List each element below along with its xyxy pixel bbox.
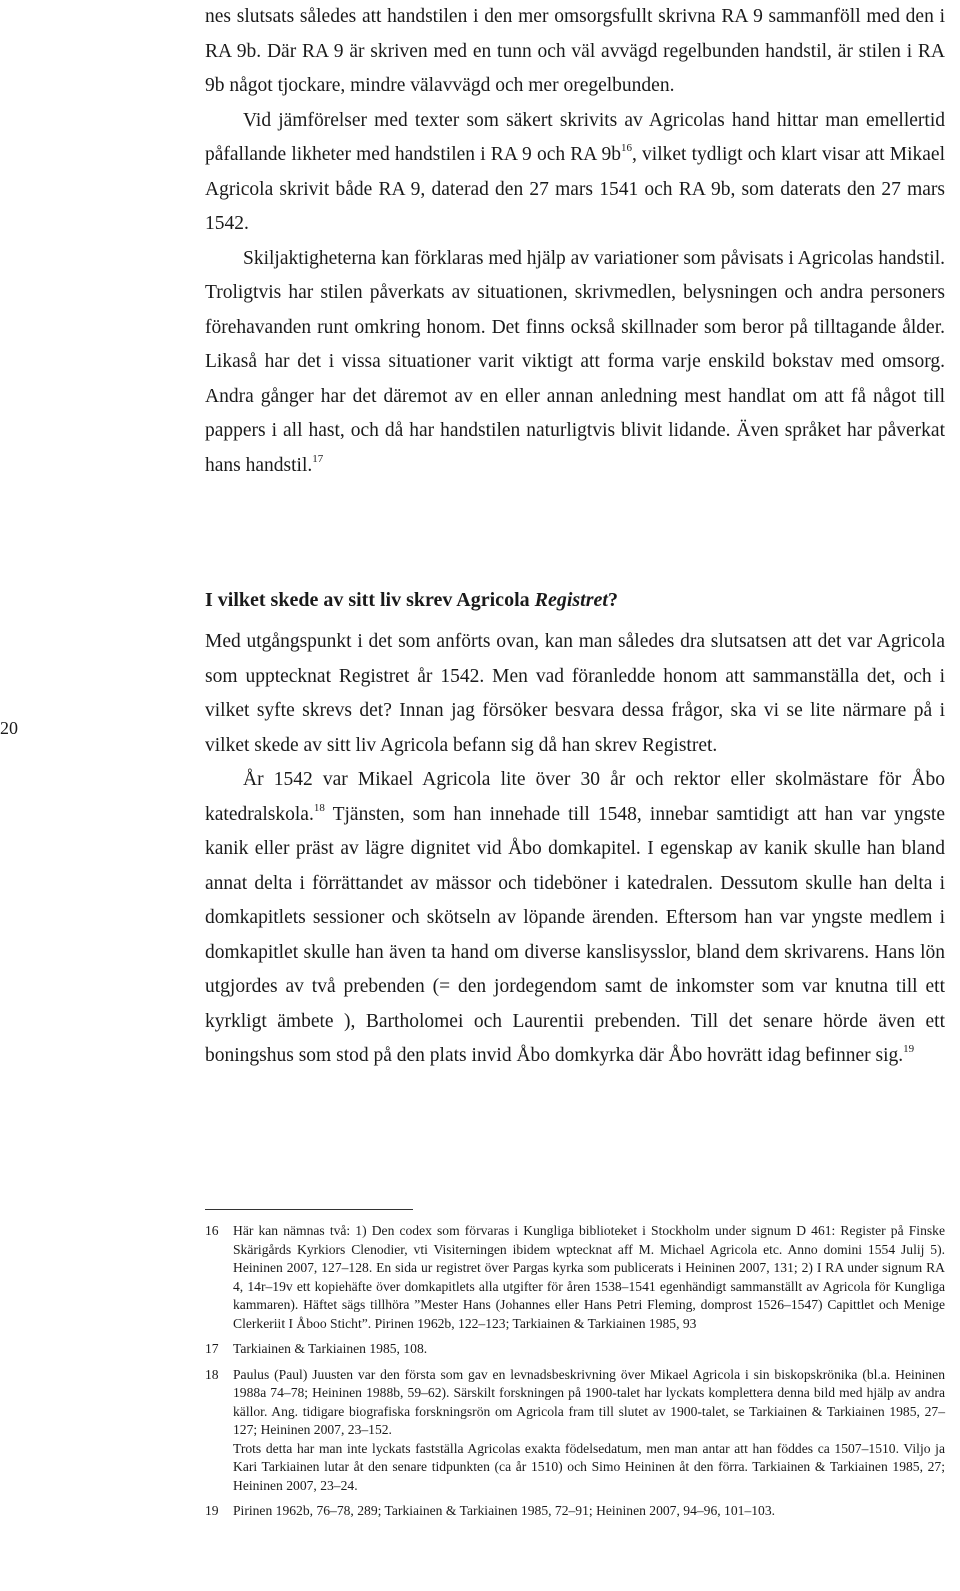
footnote-number: 18 [205, 1366, 219, 1382]
heading-end: ? [607, 589, 618, 611]
paragraph [205, 763, 945, 1074]
footnote-text: Tarkiainen & Tarkiainen 1985, 108. [233, 1341, 428, 1356]
footnote-text: Här kan nämnas två: 1) Den codex som förvaras i Kungliga biblioteket i Stockholm under signum D 461: Register på Finske Skärigårds Kyrkiors Clenodier, vti Visiterningen ibidem wptecknat aff M. Michael Agricola etc. Anno domini 1554 Julij 5). Heininen 2007, 127–128. En sida ur registret över Pargas kyrka som publicerats i Heininen 2007, 131; 2) I RA under signum RA 4, 14r–19v ett kopiehäfte över domkapitlets alla utgifter för åren 1538–1541 egenhändigt sammanställt av Agricola för Kungliga kammaren). Häftet sägs tillhöra ”Mester Hans (Johannes eller Hans Petri Fleming, domprost 1526–1547) Capittlet och Menige Clerkeriit I Åboo Sticht”. Pirinen 1962b, 122–123; Tarkiainen & Tarkiainen 1985, 93 [233, 1223, 945, 1331]
footnote-16 [205, 1222, 945, 1333]
footnote-text: Pirinen 1962b, 76–78, 289; Tarkiainen & Tarkiainen 1985, 72–91; Heininen 2007, 94–96, 101–103. [233, 1503, 776, 1518]
page-number: 20 [0, 718, 18, 738]
body-text-block-2 [205, 625, 945, 1074]
footnote-ref-16[interactable]: 16 [620, 142, 632, 154]
heading-italic: Registret [534, 589, 608, 611]
paragraph-text: Tjänsten, som han innehade till 1548, innebar samtidigt att han var yngste kanik eller präst av lägre dignitet vid Åbo domkapitel. I egenskap av kanik skulle han bland annat delta i förrättandet av mässor och tideböner i katedralen. Dessutom skulle han delta i domkapitlets sessioner och skötseln av löpande ärenden. Eftersom han var yngste medlem i domkapitlet skulle han även ta hand om diverse kanslisysslor, bland dem skrivarens. Hans lön utgjordes av två prebenden (= den jordegendom samt de inkomster som var knutna till ett kyrkligt ämbete ), Bartholomei och Laurentii prebenden. Till det senare hörde även ett boningshus som stod på den plats invid Åbo domkyrka där Åbo hovrätt idag befinner sig. [205, 803, 945, 1066]
paragraph-text: Vid jämförelser med texter som säkert skrivits av Agricolas hand hittar man emellertid påfallande likheter med handstilen i RA 9 och RA 9b [205, 109, 945, 165]
paragraph [205, 242, 945, 484]
body-text-block-1 [205, 0, 945, 483]
paragraph: nes slutsats således att handstilen i den mer omsorgsfullt skrivna RA 9 sammanföll med den i RA 9b. Där RA 9 är skriven med en tunn och väl avvägd regelbunden handstil, är stilen i RA 9b något tjockare, mindre välavvägd och mer oregelbunden. [205, 6, 945, 96]
paragraph-text: Skiljaktigheterna kan förklaras med hjälp av variationer som påvisats i Agricolas handstil. Troligtvis har stilen påverkats av situationen, skrivmedlen, belysningen och andra personers förehavanden runt omkring honom. Det finns också skillnader som beror på tilltagande ålder. Likaså har det i vissa situationer varit viktigt att forma varje enskild bokstav med omsorg. Andra gånger har det däremot av en eller annan anledning mest handlat om att få något till pappers i all hast, och då har handstilen naturligtvis blivit lidande. Även språket har påverkat hans handstil. [205, 247, 945, 476]
footnote-number: 17 [205, 1341, 219, 1356]
footnote-ref-17[interactable]: 17 [312, 452, 324, 465]
heading-text: I vilket skede av sitt liv skrev Agricola [205, 589, 535, 611]
footnote-ref-19[interactable]: 19 [903, 1043, 915, 1055]
paragraph: Med utgångspunkt i det som anförts ovan, kan man således dra slutsatsen att det var Agricola som upptecknat Registret år 1542. Men vad föranledde honom att sammanställa det, och i vilket syfte skrevs det? Innan jag försöker besvara dessa frågor, ska vi se lite närmare på i vilket skede av sitt liv Agricola befann sig då han skrev Registret. [205, 631, 945, 756]
footnote-17 [205, 1340, 945, 1359]
section-heading [205, 584, 945, 616]
paragraph-text: , vilket tydligt och klart visar att Mikael Agricola skrivit både RA 9, daterad den 27 mars 1541 och RA 9b, som daterats den 27 mars 1542. [205, 144, 945, 234]
footnote-ref-18[interactable]: 18 [313, 801, 325, 814]
footnote-text: Paulus (Paul) Juusten var den första som gav en levnadsbeskrivning över Mikael Agricola i sin biskopskrönika (bl.a. Heininen 1988a 74–78; Heininen 1988b, 59–62). Särskilt forskningen på 1900-talet har lyckats komplettera denna bild med hjälp av andra källor. Ang. tidigare biografiska forskningsrön om Agricola fram till slutet av 1900-talet, se Tarkiainen & Tarkiainen 1985, 27–127; Heininen 2007, 23–152. [233, 1366, 945, 1437]
footnote-text-continued: Trots detta har man inte lyckats fastställa Agricolas exakta födelsedatum, men man antar att han föddes ca 1507–1510. Viljo ja Kari Tarkiainen lutar åt den senare tidpunkten (ca år 1510) och Simo Heininen åt den förra. Tarkiainen & Tarkiainen 1985, 27; Heininen 2007, 23–24. [233, 1440, 945, 1493]
footnote-18 [205, 1366, 945, 1496]
paragraph-text: År 1542 var Mikael Agricola lite över 30 år och rektor eller skolmästare för Åbo katedralskola. [205, 769, 945, 825]
footnote-divider [205, 1209, 413, 1210]
footnote-number: 16 [205, 1223, 219, 1238]
footnote-19 [205, 1502, 945, 1521]
footnotes [205, 1222, 945, 1528]
paragraph [205, 104, 945, 242]
footnote-number: 19 [205, 1503, 219, 1518]
